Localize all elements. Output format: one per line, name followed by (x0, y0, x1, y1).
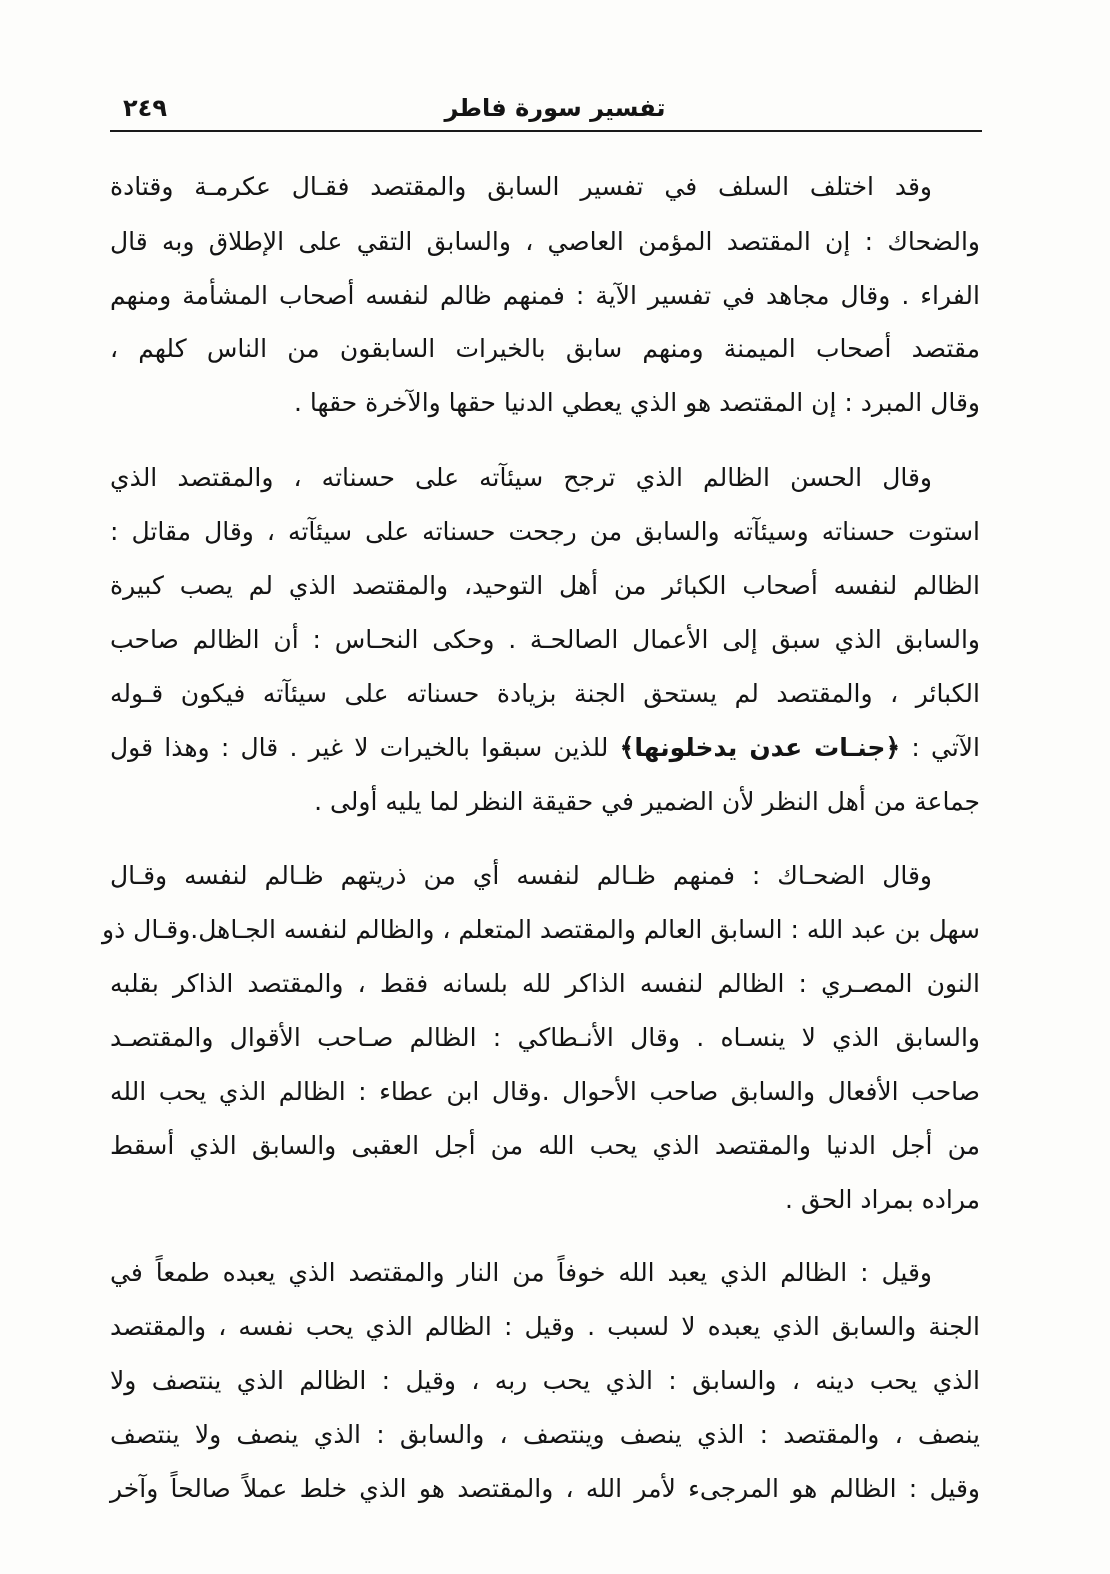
running-title: تفسير سورة فاطر (444, 94, 666, 122)
text-line: والضحاك : إن المقتصد المؤمن العاصي ، والسابق التقي على الإطلاق وبه قال (110, 227, 980, 256)
text-line: الفراء . وقال مجاهد في تفسير الآية : فمنهم ظالم لنفسه أصحاب المشأمة ومنهم (110, 281, 980, 310)
text-line: وقيل : الظالم الذي يعبد الله خوفاً من النار والمقتصد الذي يعبده طمعاً في (110, 1258, 932, 1287)
text-line: مراده بمراد الحق . (785, 1185, 980, 1214)
text-line: والسابق الذي لا ينسـاه . وقال الأنـطاكي : الظالم صـاحب الأقوال والمقتصـد (110, 1023, 980, 1052)
text-line: صاحب الأفعال والسابق صاحب الأحوال .وقال ابن عطاء : الظالم الذي يحب الله (110, 1077, 980, 1106)
text-line: وقال الضحـاك : فمنهم ظـالم لنفسه أي من ذريتهم ظـالم لنفسه وقـال (110, 861, 932, 890)
text-line: استوت حسناته وسيئآته والسابق من رجحت حسناته على سيئآته ، وقال مقاتل : (110, 517, 980, 546)
quran-quote: ﴿جنـات عدن يدخلونها﴾ (619, 733, 901, 762)
text-line: والسابق الذي سبق إلى الأعمال الصالحـة . وحكى النحـاس : أن الظالم صاحب (110, 625, 980, 654)
page-number: ٢٤٩ (123, 94, 167, 122)
text-line: وقال الحسن الظالم الذي ترجح سيئآته على حسناته ، والمقتصد الذي (110, 463, 932, 492)
text-segment: للذين سبقوا بالخيرات لا غير . قال : وهذا قول (110, 733, 620, 762)
text-line: الذي يحب دينه ، والسابق : الذي يحب ربه ، وقيل : الظالم الذي ينتصف ولا (110, 1366, 980, 1395)
text-line: وقال المبرد : إن المقتصد هو الذي يعطي الدنيا حقها والآخرة حقها . (294, 388, 980, 417)
text-line: الكبائر ، والمقتصد لم يستحق الجنة بزيادة حسناته على سيئآته فيكون قـوله (110, 679, 980, 708)
text-line: وقد اختلف السلف في تفسير السابق والمقتصد فقـال عكرمـة وقتادة (110, 172, 932, 201)
text-line: مقتصد أصحاب الميمنة ومنهم سابق بالخيرات السابقون من الناس كلهم ، (110, 334, 980, 363)
text-line: سهل بن عبد الله : السابق العالم والمقتصد المتعلم ، والظالم لنفسه الجـاهل.وقـال ذو (102, 915, 980, 944)
text-line: الظالم لنفسه أصحاب الكبائر من أهل التوحيد، والمقتصد الذي لم يصب كبيرة (110, 571, 980, 600)
header-rule (110, 130, 982, 132)
text-line: الجنة والسابق الذي يعبده لا لسبب . وقيل : الظالم الذي يحب نفسه ، والمقتصد (110, 1312, 980, 1341)
text-line: جماعة من أهل النظر لأن الضمير في حقيقة النظر لما يليه أولى . (314, 787, 980, 816)
text-line: وقيل : الظالم هو المرجىء لأمر الله ، والمقتصد هو الذي خلط عملاً صالحاً وآخر (110, 1474, 980, 1503)
text-line: النون المصـري : الظالم لنفسه الذاكر لله بلسانه فقط ، والمقتصد الذاكر بقلبه (110, 969, 980, 998)
text-line: ينصف ، والمقتصد : الذي ينصف وينتصف ، والسابق : الذي ينصف ولا ينتصف (110, 1420, 980, 1449)
text-line (110, 728, 980, 768)
text-segment: الآتي : (900, 733, 981, 762)
text-line: من أجل الدنيا والمقتصد الذي يحب الله من أجل العقبى والسابق الذي أسقط (110, 1131, 980, 1160)
